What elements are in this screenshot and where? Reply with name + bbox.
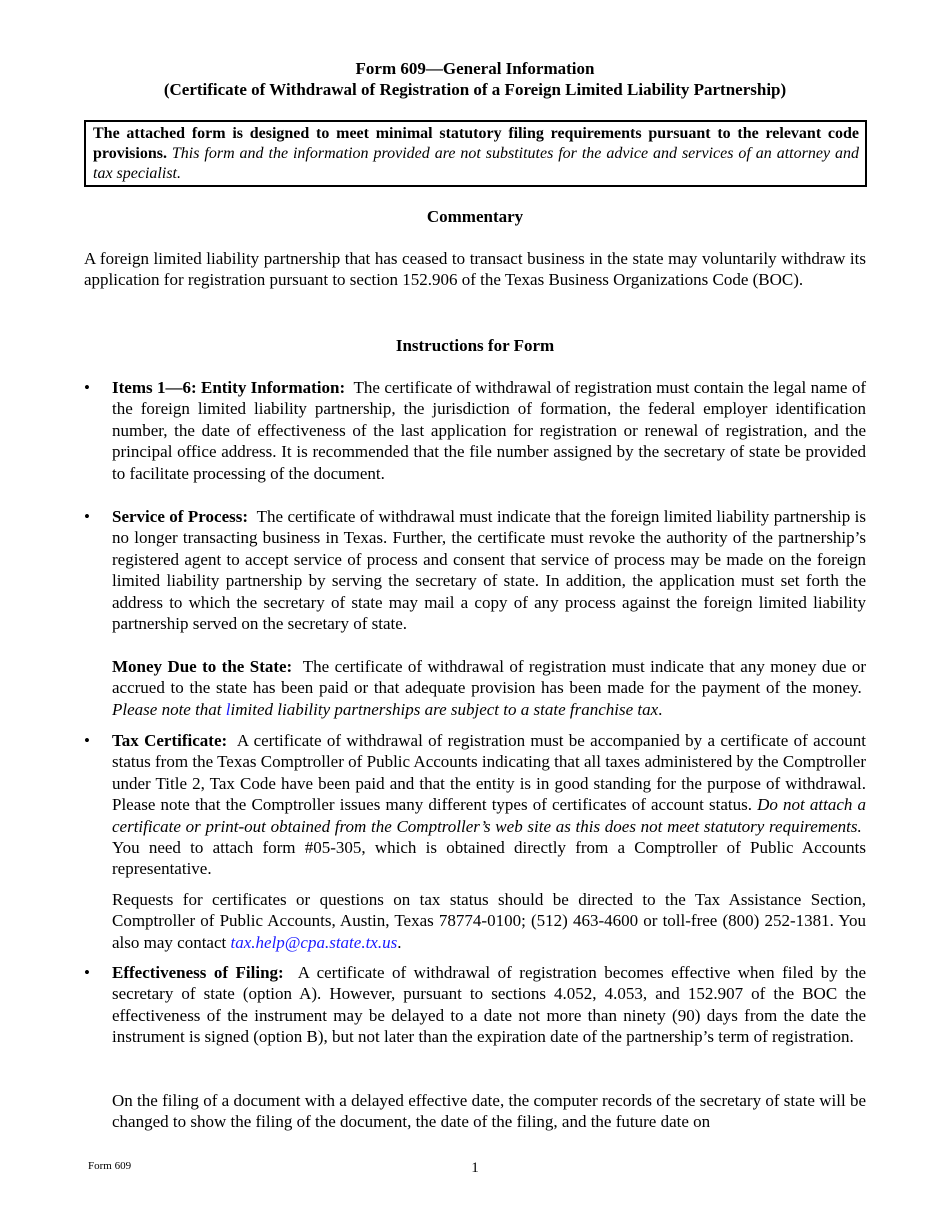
tax-requests-paragraph: Requests for certificates or questions on tax status should be directed to the Tax Assistance Section, Comptroller of Public Accounts, Austin, Texas 78774-0100; (512) 463-4600 or toll-free (800) 252-1381. You also may contact tax.help@cpa.state.tx.us. [112,890,866,952]
money-due-note-start: Please note that [112,699,226,719]
commentary-text: A foreign limited liability partnership that has ceased to transact business in the state may voluntarily withdraw its application for registration pursuant to section 152.906 of the Texas Business Organizations Code (BOC). [84,249,866,290]
entity-information-text: The certificate of withdrawal of registration must contain the legal name of the foreign limited liability partnership, the jurisdiction of formation, the federal employer identification number, the date of effectiveness of the last application for registration or renewal of registration, and the principal office address. It is recommended that the file number assigned by the secretary of state be provided to facilitate processing of the document. [112,378,866,483]
effectiveness-item [112,962,866,1048]
bullet-icon: • [84,507,90,526]
service-of-process-label: Service of Process: [112,507,249,526]
disclaimer-box [84,120,867,187]
service-of-process-text: The certificate of withdrawal must indicate that the foreign limited liability partnership is no longer transacting business in Texas. Further, the certificate must revoke the authority of the partnership’s registered agent to accept service of process and consent that service of process may be made on the foreign limited liability partnership by serving the secretary of state. In addition, the application must set forth the address to which the secretary of state may mail a copy of any process against the foreign limited liability partnership served on the secretary of state. [112,507,866,634]
service-of-process-item [112,506,866,634]
effectiveness-label: Effectiveness of Filing: [112,963,284,982]
tax-help-email-link[interactable]: tax.help@cpa.state.tx.us [230,932,398,952]
tax-certificate-item [112,730,866,880]
money-due-note-end: imited liability partnerships are subject to a state franchise tax [230,699,659,719]
bullet-icon: • [84,731,90,750]
page-number: 1 [471,1160,479,1176]
entity-information-label: Items 1—6: Entity Information: [112,378,346,397]
disclaimer-bold-text: The attached form is designed to meet minimal statutory filing requirements pursuant to the relevant code provisions. [93,125,859,162]
entity-information-item [112,377,866,484]
commentary-heading: Commentary [426,207,524,226]
delayed-effective-paragraph: On the filing of a document with a delayed effective date, the computer records of the secretary of state will be changed to show the filing of the document, the date of the filing, and the future date on [112,1091,866,1132]
tax-certificate-italic: Do not attach a certificate or print-out obtained from the Comptroller’s web site as this does not meet statutory requirements. [112,795,866,836]
tax-requests-text: Requests for certificates or questions on tax status should be directed to the Tax Assistance Section, Comptroller of Public Accounts, Austin, Texas 78774-0100; (512) 463-4600 or toll-free (800) 252-1381. You also may contact [112,890,866,952]
form-subtitle: (Certificate of Withdrawal of Registration of a Foreign Limited Liability Partnership) [163,80,787,99]
money-due-label: Money Due to the State: [112,657,293,676]
tax-certificate-text-2: You need to attach form #05-305, which is obtained directly from a Comptroller of Public Accounts representative. [112,838,866,879]
effectiveness-text: A certificate of withdrawal of registration becomes effective when filed by the secretary of state (option A). However, pursuant to sections 4.052, 4.053, and 152.907 of the BOC the effectiveness of the instrument may be delayed to a date not more than ninety (90) days from the date the instrument is signed (option B), but not later than the expiration date of the partnership’s term of registration. [112,963,866,1047]
tax-certificate-text: A certificate of withdrawal of registration must be accompanied by a certificate of account status from the Texas Comptroller of Public Accounts indicating that all taxes administered by the Comptroller under Title 2, Tax Code have been paid and that the entity is in good standing for the purpose of withdrawal. Please note that the Comptroller issues many different types of certificates of account status. [112,731,867,815]
tax-certificate-label: Tax Certificate: [112,731,228,750]
footer-form-label: Form 609 [88,1160,132,1172]
bullet-icon: • [84,378,90,397]
disclaimer-italic-text: This form and the information provided are not substitutes for the advice and services of an attorney and tax specialist. [93,145,859,182]
money-due-text: The certificate of withdrawal of registration must indicate that any money due or accrued to the state has been paid or that adequate provision has been made for the payment of the money. [112,657,866,698]
money-due-item: Money Due to the State: The certificate of withdrawal of registration must indicate that any money due or accrued to the state has been paid or that adequate provision has been made for the payment of the money. Please note that limited liability partnerships are subject to a state franchise tax. [112,657,866,719]
form-title: Form 609—General Information [355,59,595,78]
instructions-heading: Instructions for Form [395,336,555,355]
bullet-icon: • [84,963,90,982]
money-due-note-letter: l [225,699,231,719]
